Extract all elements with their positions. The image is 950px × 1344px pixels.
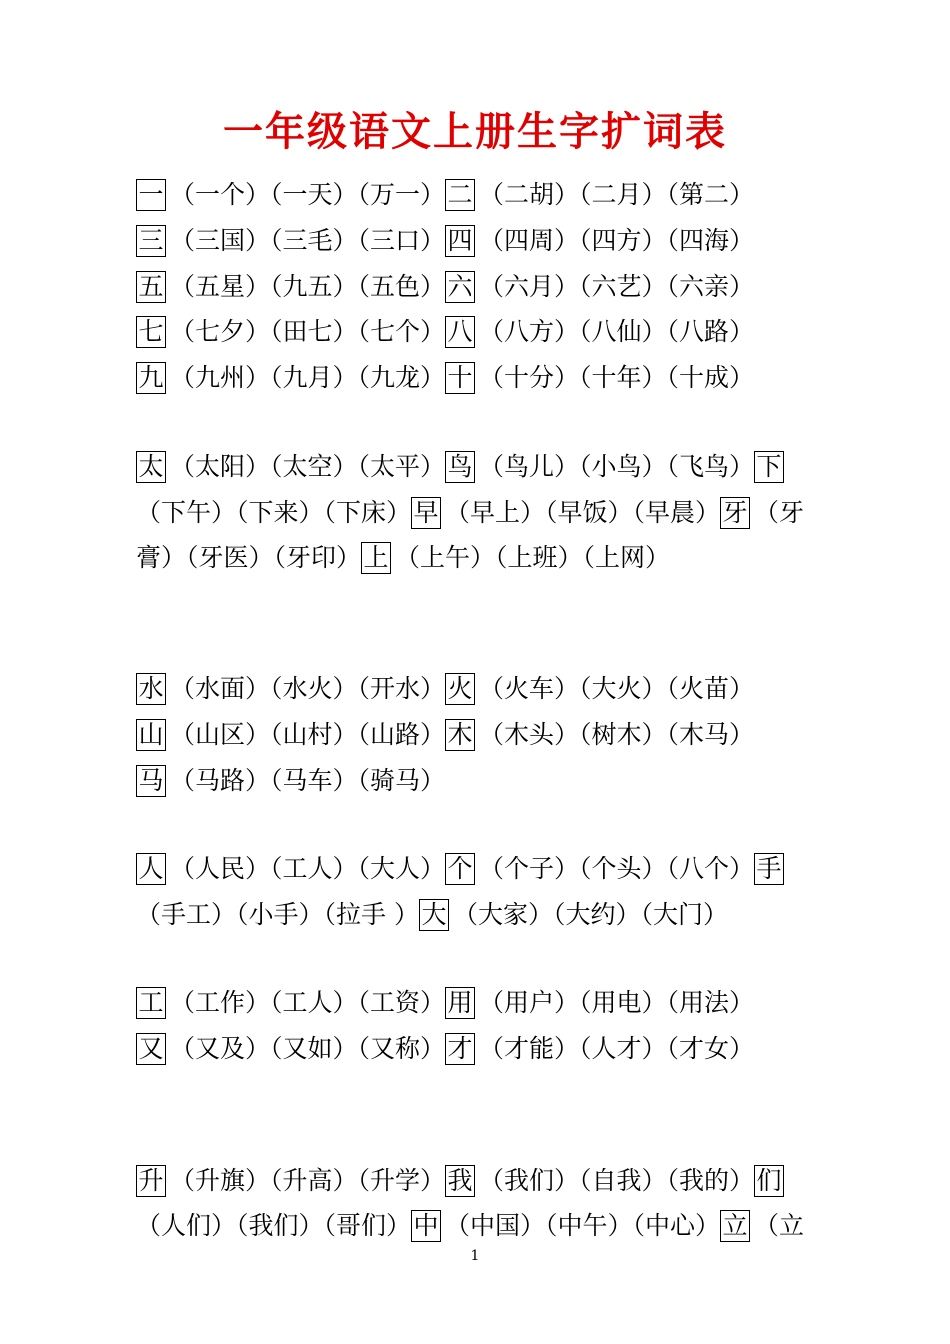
word-group: （四周）（四方）（四海） bbox=[479, 226, 755, 255]
word-group: （木头）（树木）（木马） bbox=[479, 720, 755, 749]
word-line bbox=[136, 266, 754, 306]
word-group: （三国）（三毛）（三口） bbox=[170, 226, 446, 255]
word-group: （九州）（九月）（九龙） bbox=[170, 363, 446, 392]
word-group: （中国）（中午）（中心） bbox=[445, 1211, 721, 1240]
boxed-character: 山 bbox=[136, 719, 166, 751]
boxed-character: 三 bbox=[136, 225, 166, 257]
word-line bbox=[136, 174, 754, 214]
word-group: （六月）（六艺）（六亲） bbox=[479, 272, 755, 301]
boxed-character: 木 bbox=[445, 719, 475, 751]
word-group: （工作）（工人）（工资） bbox=[170, 988, 446, 1017]
word-group: 膏）（牙医）（牙印） bbox=[136, 543, 362, 572]
boxed-character: 五 bbox=[136, 271, 166, 303]
word-group: （才能）（人才）（才女） bbox=[479, 1034, 755, 1063]
boxed-character: 手 bbox=[754, 853, 784, 885]
word-line bbox=[136, 894, 728, 934]
word-group: （我们）（自我）（我的） bbox=[479, 1166, 755, 1195]
word-line bbox=[136, 446, 788, 486]
word-line bbox=[136, 357, 754, 397]
word-group: （人们）（我们）（哥们） bbox=[136, 1211, 412, 1240]
word-group: （五星）（九五）（五色） bbox=[170, 272, 446, 301]
boxed-character: 个 bbox=[445, 853, 475, 885]
boxed-character: 七 bbox=[136, 316, 166, 348]
boxed-character: 四 bbox=[445, 225, 475, 257]
word-group: （牙 bbox=[754, 498, 805, 527]
boxed-character: 中 bbox=[411, 1210, 441, 1242]
boxed-character: 太 bbox=[136, 451, 166, 483]
boxed-character: 才 bbox=[445, 1033, 475, 1065]
boxed-character: 二 bbox=[445, 179, 475, 211]
word-group: （又及）（又如）（又称） bbox=[170, 1034, 446, 1063]
word-group: （人民）（工人）（大人） bbox=[170, 854, 446, 883]
boxed-character: 下 bbox=[754, 451, 784, 483]
boxed-character: 火 bbox=[445, 673, 475, 705]
word-group: （下午）（下来）（下床） bbox=[136, 498, 412, 527]
word-line bbox=[136, 311, 754, 351]
boxed-character: 六 bbox=[445, 271, 475, 303]
word-group: （大家）（大约）（大门） bbox=[452, 900, 728, 929]
word-line bbox=[136, 714, 754, 754]
boxed-character: 上 bbox=[361, 542, 391, 574]
word-group: （马路）（马车）（骑马） bbox=[170, 766, 446, 795]
word-line bbox=[136, 982, 754, 1022]
boxed-character: 水 bbox=[136, 673, 166, 705]
word-line bbox=[136, 1205, 804, 1245]
page-title: 一年级语文上册生字扩词表 bbox=[223, 108, 727, 155]
boxed-character: 人 bbox=[136, 853, 166, 885]
word-group: （山区）（山村）（山路） bbox=[170, 720, 446, 749]
word-group: （火车）（大火）（火苗） bbox=[479, 674, 755, 703]
boxed-character: 鸟 bbox=[445, 451, 475, 483]
boxed-character: 们 bbox=[754, 1165, 784, 1197]
word-line bbox=[136, 760, 445, 800]
boxed-character: 升 bbox=[136, 1165, 166, 1197]
boxed-character: 用 bbox=[445, 987, 475, 1019]
boxed-character: 十 bbox=[445, 362, 475, 394]
word-line bbox=[136, 1028, 754, 1068]
boxed-character: 一 bbox=[136, 179, 166, 211]
word-line bbox=[136, 668, 754, 708]
word-line bbox=[136, 492, 804, 532]
word-group: （用户）（用电）（用法） bbox=[479, 988, 755, 1017]
boxed-character: 大 bbox=[419, 899, 449, 931]
word-group: （八方）（八仙）（八路） bbox=[479, 317, 755, 346]
boxed-character: 早 bbox=[411, 497, 441, 529]
word-line bbox=[136, 848, 788, 888]
word-line bbox=[136, 220, 754, 260]
boxed-character: 八 bbox=[445, 316, 475, 348]
word-group: （一个）（一天）（万一） bbox=[170, 180, 446, 209]
boxed-character: 我 bbox=[445, 1165, 475, 1197]
word-group: （二胡）（二月）（第二） bbox=[479, 180, 755, 209]
boxed-character: 马 bbox=[136, 765, 166, 797]
word-group: （手工）（小手）（拉手 ） bbox=[136, 900, 419, 929]
word-group: （七夕）（田七）（七个） bbox=[170, 317, 446, 346]
word-group: （个子）（个头）（八个） bbox=[479, 854, 755, 883]
boxed-character: 工 bbox=[136, 987, 166, 1019]
word-group: （水面）（水火）（开水） bbox=[170, 674, 446, 703]
word-group: （早上）（早饭）（早晨） bbox=[445, 498, 721, 527]
word-group: （十分）（十年）（十成） bbox=[479, 363, 755, 392]
word-group: （上午）（上班）（上网） bbox=[395, 543, 671, 572]
word-line bbox=[136, 537, 670, 577]
boxed-character: 又 bbox=[136, 1033, 166, 1065]
word-group: （升旗）（升高）（升学） bbox=[170, 1166, 446, 1195]
boxed-character: 九 bbox=[136, 362, 166, 394]
word-group: （太阳）（太空）（太平） bbox=[170, 452, 446, 481]
boxed-character: 立 bbox=[720, 1210, 750, 1242]
word-group: （鸟儿）（小鸟）（飞鸟） bbox=[479, 452, 755, 481]
page-number: 1 bbox=[470, 1248, 480, 1264]
word-line bbox=[136, 1160, 788, 1200]
word-group: （立 bbox=[754, 1211, 805, 1240]
boxed-character: 牙 bbox=[720, 497, 750, 529]
